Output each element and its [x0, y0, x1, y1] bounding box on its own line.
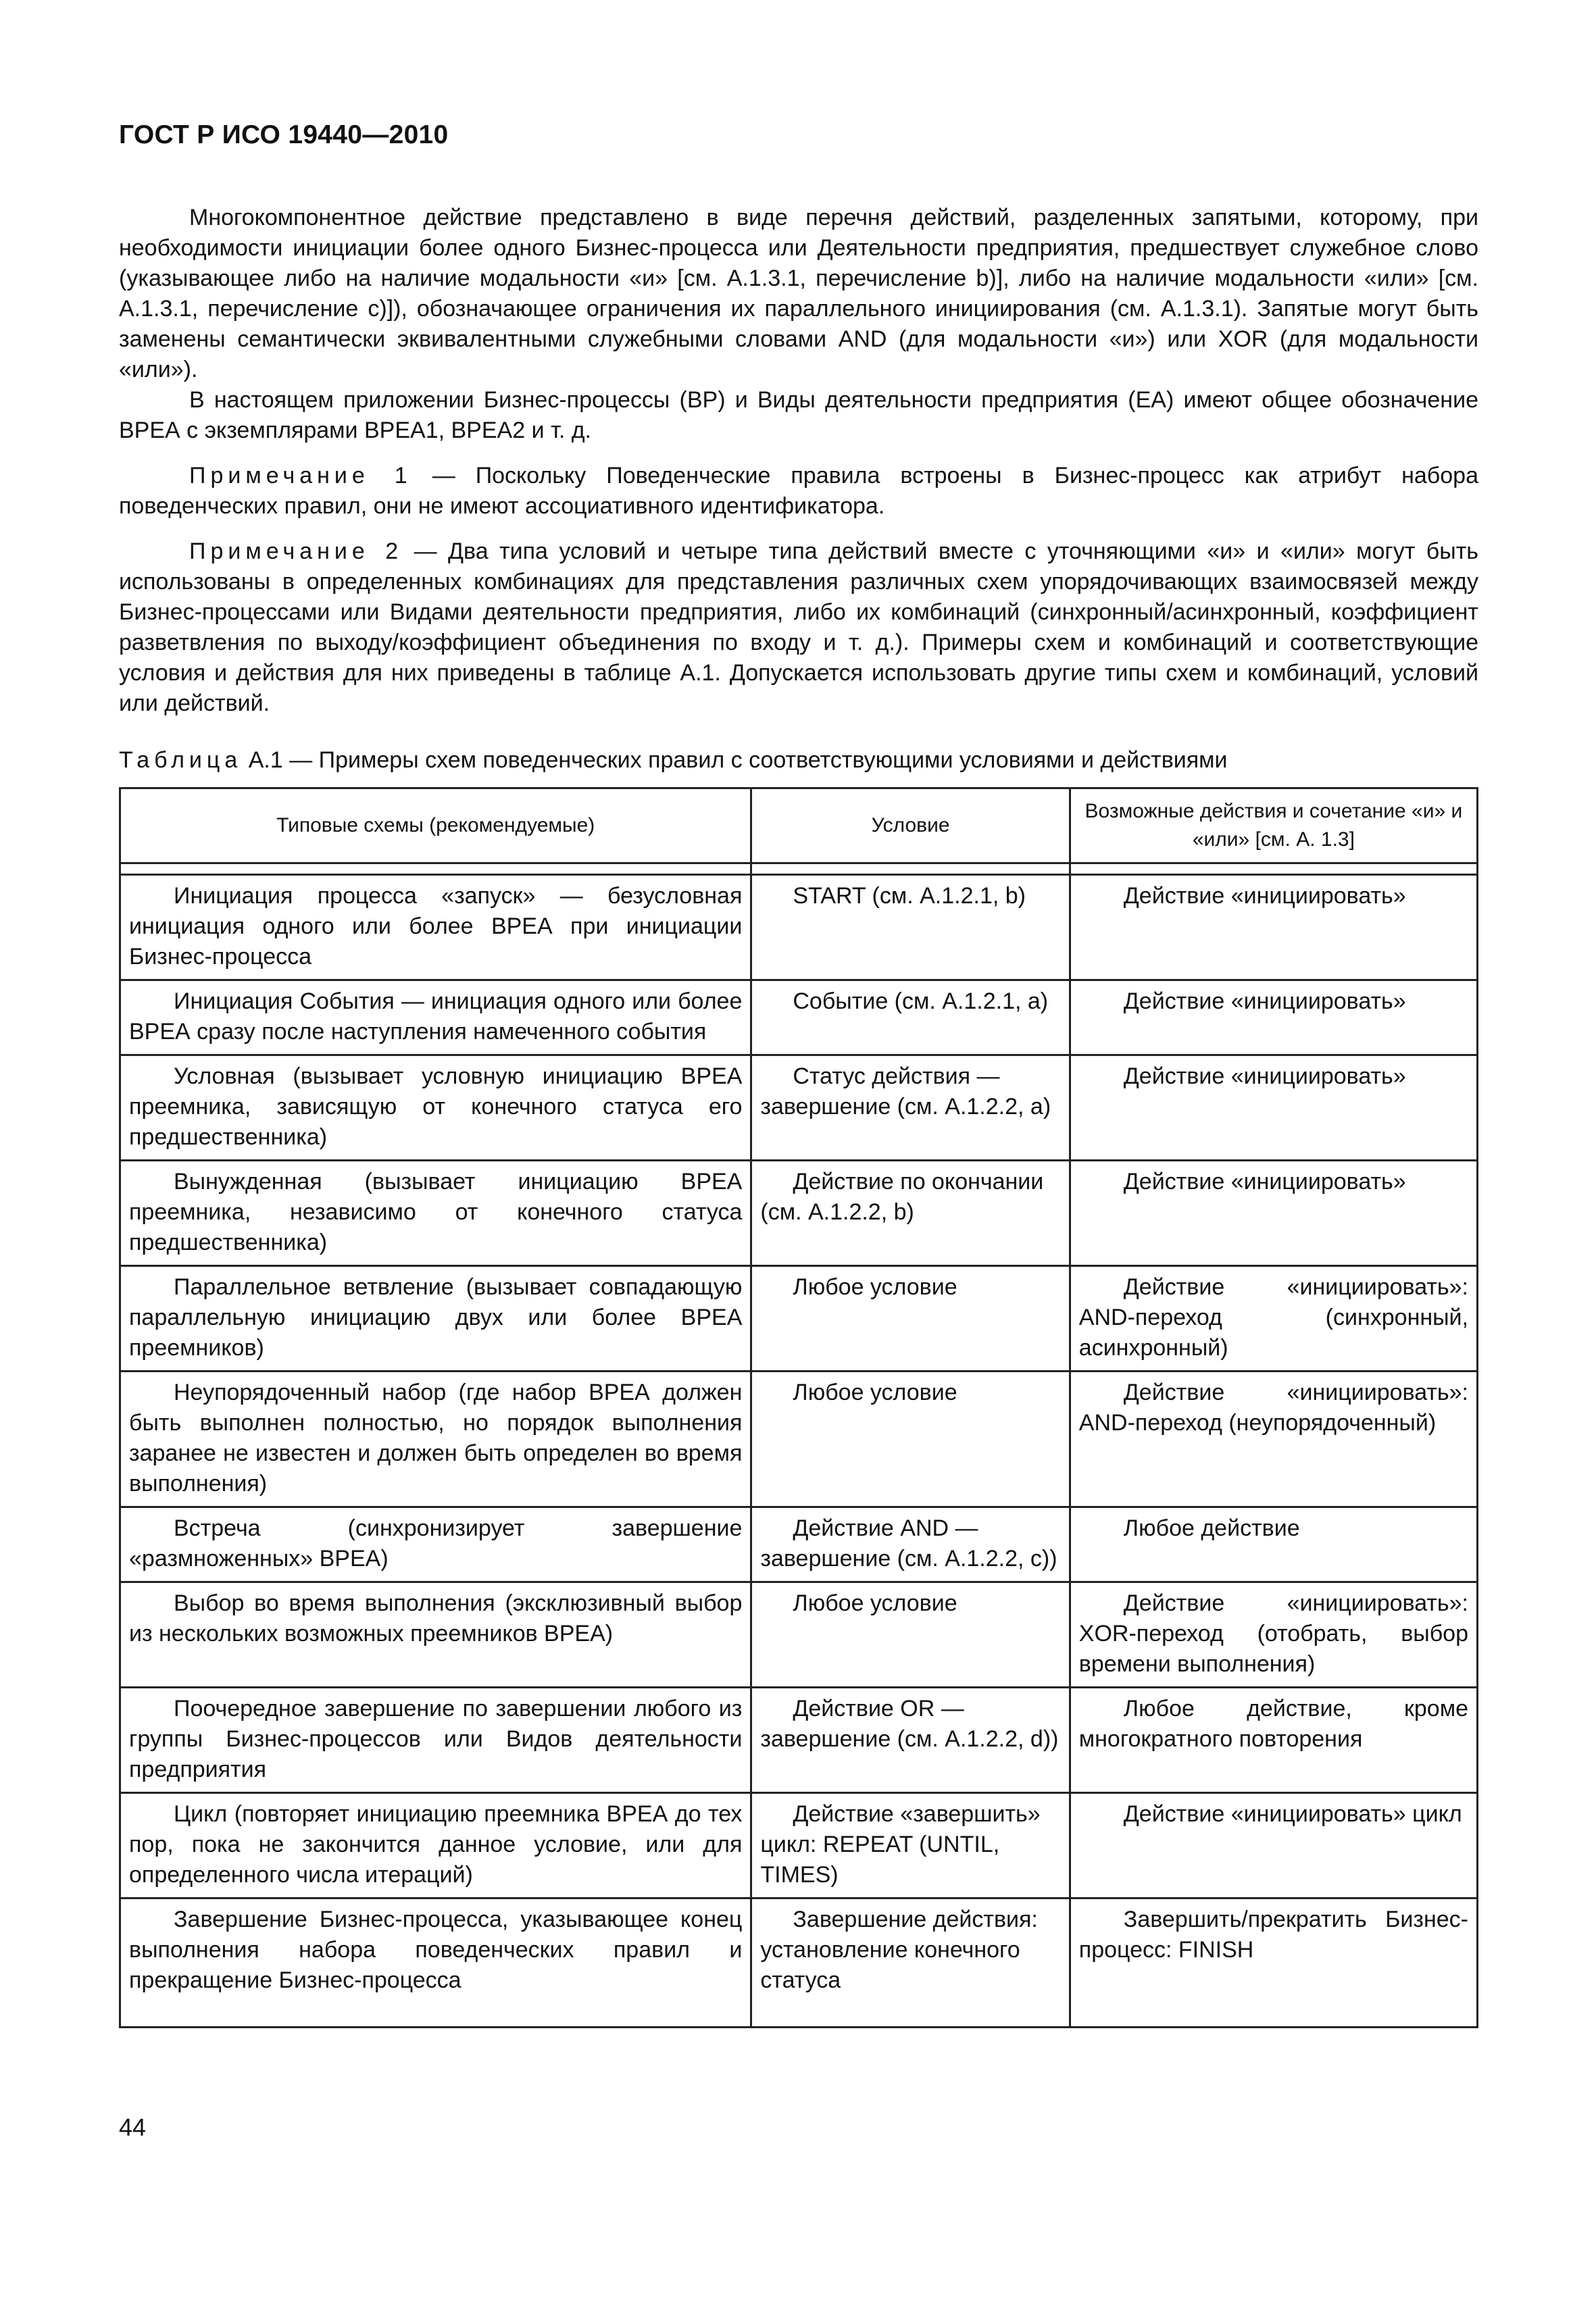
cell-condition: Действие по окончании (см. А.1.2.2, b): [751, 1161, 1070, 1266]
cell-scheme: Инициация процесса «запуск» — безусловная инициация одного или более ВРЕА при инициации Бизнес-процесса: [120, 875, 751, 980]
table-row: [120, 980, 1478, 1055]
cell-condition: Любое условие: [751, 1372, 1070, 1507]
table-row: [120, 1582, 1478, 1688]
cell-action: Любое действие, кроме многократного повторения: [1070, 1688, 1477, 1793]
cell-scheme: Вынужденная (вызывает инициацию ВРЕА преемника, независимо от конечного статуса предшественника): [120, 1161, 751, 1266]
header-cell: Возможные действия и сочетание «и» и «или» [см. А. 1.3]: [1070, 788, 1477, 863]
page-number: 44: [119, 2113, 147, 2141]
cell-condition: Действие AND — завершение (см. А.1.2.2, с)): [751, 1507, 1070, 1582]
cell-scheme: Инициация События — инициация одного или более ВРЕА сразу после наступления намеченного события: [120, 980, 751, 1055]
note-1: [119, 461, 1478, 522]
table-caption-text: А.1 — Примеры схем поведенческих правил с соответствующими условиями и действиями: [242, 747, 1228, 773]
cell-action: Действие «инициировать»: [1070, 1161, 1477, 1266]
cell-action: Действие «инициировать»: [1070, 875, 1477, 980]
header-separator: [120, 863, 1478, 875]
table-caption-label: Таблица: [119, 747, 243, 773]
body-text: [119, 203, 1478, 719]
table-row: [120, 1688, 1478, 1793]
cell-condition: Любое условие: [751, 1582, 1070, 1688]
cell-condition: Любое условие: [751, 1266, 1070, 1372]
cell-scheme: Встреча (синхронизирует завершение «размноженных» ВРЕА): [120, 1507, 751, 1582]
cell-condition: Событие (см. А.1.2.1, а): [751, 980, 1070, 1055]
cell-scheme: Выбор во время выполнения (эксклюзивный выбор из нескольких возможных преемников ВРЕА): [120, 1582, 751, 1688]
note-label: Примечание 2: [189, 538, 403, 564]
header-cell: Типовые схемы (рекомендуемые): [120, 788, 751, 863]
cell-condition: Завершение действия: установление конечного статуса: [751, 1898, 1070, 2028]
note-text: — Два типа условий и четыре типа действий вместе с уточняющими «и» и «или» могут быть использованы в определенных комбинациях для представления различных схем упорядочивающих взаимосвязей между Бизнес-процессами или Видами деятельности предприятия, либо их комбинаций (синхронный/асинхронный, коэффициент разветвления по выходу/коэффициент объединения по входу и т. д.). Примеры схем и комбинаций и соответствующие условия и действия для них приведены в таблице А.1. Допускается использовать другие типы схем и комбинаций, условий или действий.: [119, 538, 1478, 716]
cell-scheme: Завершение Бизнес-процесса, указывающее конец выполнения набора поведенческих правил и прекращение Бизнес-процесса: [120, 1898, 751, 2028]
table-row: [120, 875, 1478, 980]
cell-action: Действие «инициировать»: [1070, 980, 1477, 1055]
table-caption: [119, 747, 1228, 774]
cell-condition: Действие «завершить» цикл: REPEAT (UNTIL, TIMES): [751, 1793, 1070, 1898]
cell-action: Любое действие: [1070, 1507, 1477, 1582]
cell-scheme: Неупорядоченный набор (где набор ВРЕА должен быть выполнен полностью, но порядок выполнения заранее не известен и должен быть определен во время выполнения): [120, 1372, 751, 1507]
note-2: [119, 536, 1478, 719]
behaviour-rules-table: [119, 787, 1478, 2028]
cell-action: Действие «инициировать»: AND-переход (синхронный, асинхронный): [1070, 1266, 1477, 1372]
paragraph: В настоящем приложении Бизнес-процессы (ВР) и Виды деятельности предприятия (ЕА) имеют общее обозначение ВРЕА с экземплярами ВРЕА1, ВРЕА2 и т. д.: [119, 387, 1478, 443]
table-row: [120, 1266, 1478, 1372]
cell-condition: START (см. А.1.2.1, b): [751, 875, 1070, 980]
cell-condition: Статус действия — завершение (см. А.1.2.2, а): [751, 1055, 1070, 1161]
cell-scheme: Параллельное ветвление (вызывает совпадающую параллельную инициацию двух или более ВРЕА преемников): [120, 1266, 751, 1372]
table-row: [120, 1161, 1478, 1266]
cell-action: Действие «инициировать» цикл: [1070, 1793, 1477, 1898]
cell-condition: Действие OR — завершение (см. А.1.2.2, d)): [751, 1688, 1070, 1793]
note-label: Примечание 1: [189, 463, 412, 488]
cell-scheme: Поочередное завершение по завершении любого из группы Бизнес-процессов или Видов деятельности предприятия: [120, 1688, 751, 1793]
table-row: [120, 1507, 1478, 1582]
standard-header: ГОСТ Р ИСО 19440—2010: [119, 120, 449, 149]
paragraph: Многокомпонентное действие представлено в виде перечня действий, разделенных запятыми, которому, при необходимости инициации более одного Бизнес-процесса или Деятельности предприятия, предшествует служебное слово (указывающее либо на наличие модальности «и» [см. А.1.3.1, перечисление b)], либо на наличие модальности «или» [см. А.1.3.1, перечисление с)]), обозначающее ограничения их параллельного инициирования (см. А.1.3.1). Запятые могут быть заменены семантически эквивалентными служебными словами AND (для модальности «и») или XOR (для модальности «или»).: [119, 205, 1478, 382]
cell-action: Действие «инициировать»: AND-переход (неупорядоченный): [1070, 1372, 1477, 1507]
table-row: [120, 1055, 1478, 1161]
table-header-row: [120, 788, 1478, 863]
cell-scheme: Цикл (повторяет инициацию преемника ВРЕА до тех пор, пока не закончится данное условие, или для определенного числа итераций): [120, 1793, 751, 1898]
note-text: — Поскольку Поведенческие правила встроены в Бизнес-процесс как атрибут набора поведенческих правил, они не имеют ассоциативного идентификатора.: [119, 463, 1478, 519]
cell-action: Завершить/прекратить Бизнес-процесс: FINISH: [1070, 1898, 1477, 2028]
cell-action: Действие «инициировать»: [1070, 1055, 1477, 1161]
cell-scheme: Условная (вызывает условную инициацию ВРЕА преемника, зависящую от конечного статуса его предшественника): [120, 1055, 751, 1161]
table-row: [120, 1793, 1478, 1898]
table-row: [120, 1898, 1478, 2028]
table-row: [120, 1372, 1478, 1507]
cell-action: Действие «инициировать»: XOR-переход (отобрать, выбор времени выполнения): [1070, 1582, 1477, 1688]
header-cell: Условие: [751, 788, 1070, 863]
